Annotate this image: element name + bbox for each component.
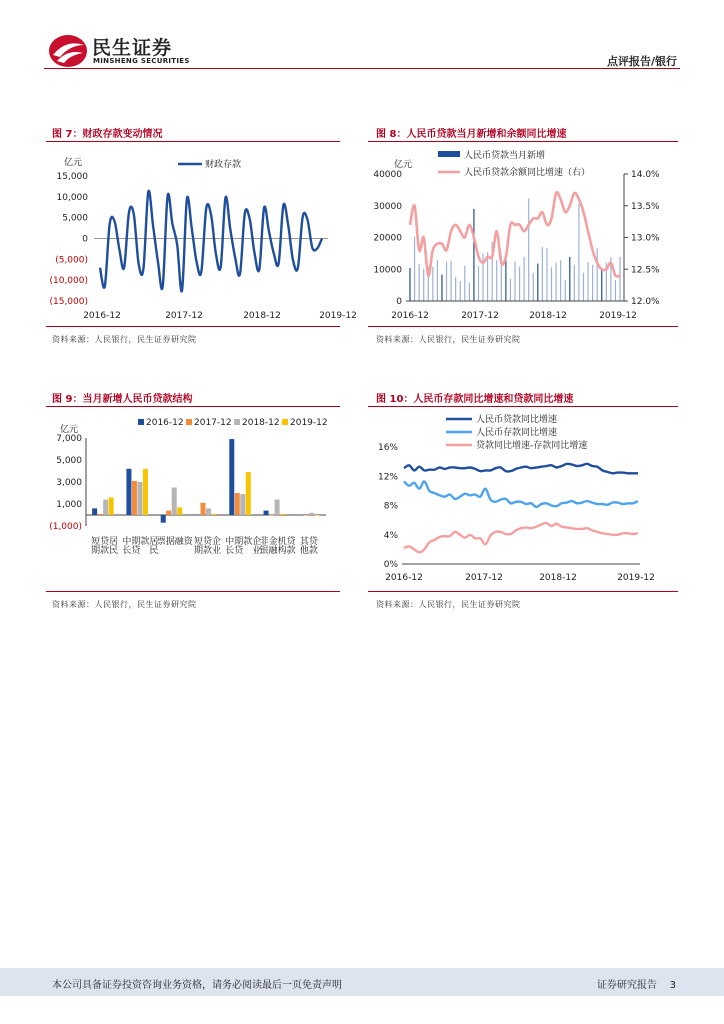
fig8-bar (619, 257, 620, 301)
fig9-bar (172, 488, 177, 516)
fig9-legend-swatch (186, 419, 192, 425)
fig9-bar (309, 513, 314, 515)
fig8-bar (419, 264, 420, 301)
fig7-ytick-label: 5,000 (62, 213, 88, 224)
fig10-series-line (404, 481, 638, 507)
fig8-xtick-label: 2019-12 (599, 311, 637, 321)
fig10-ytick-label: 8% (383, 501, 398, 512)
fig7-ytick-label: 0 (82, 234, 88, 245)
fig8-ytick-label: 0 (396, 297, 402, 307)
fig9-category-label: 贷款 (201, 536, 211, 554)
fig9-bar (280, 514, 285, 515)
fig7-ylabel: 亿元 (64, 158, 83, 168)
fig8-bar (464, 265, 465, 301)
fig9-category-label: 非银 (257, 536, 268, 554)
fig10-xtick-label: 2019-12 (617, 573, 655, 583)
fig7-xtick-label: 2016-12 (83, 311, 121, 321)
fig8-bar (524, 257, 525, 301)
fig8-bar (487, 252, 488, 301)
fig9-bar (206, 508, 211, 515)
fig9-bar (103, 500, 108, 515)
fig9-bar (229, 439, 234, 515)
fig7-chart (46, 143, 357, 323)
fig8-bar (514, 261, 515, 301)
fig9-legend-label: 2019-12 (290, 418, 328, 428)
footer-disclaimer: 本公司具备证券投资咨询业务资格，请务必阅读最后一页免责声明 (52, 980, 342, 991)
fig9-category-label: 金融 (266, 536, 277, 554)
fig7-legend-label: 财政存款 (205, 160, 242, 170)
fig7-title-rule (46, 141, 340, 142)
fig8-y2tick-label: 13.5% (631, 201, 660, 212)
fig9-bar (126, 469, 131, 515)
fig9-bar (92, 508, 97, 515)
fig9-bar (109, 497, 114, 515)
fig9-category-label: 资 (181, 536, 192, 545)
fig8-bar (551, 267, 552, 301)
fig9-bar (303, 515, 308, 516)
fig9-bar (264, 511, 269, 515)
fig8-y2tick-label: 12.5% (631, 265, 660, 276)
fig8-bar (587, 262, 588, 301)
fig8-bar (565, 280, 566, 301)
fig9-ylabel: 亿元 (60, 425, 79, 435)
fig7-series-line (100, 191, 322, 292)
fig9-legend-label: 2017-12 (194, 418, 232, 428)
fig8-bar (437, 260, 438, 301)
fig8-bar (450, 261, 451, 301)
fig9-bar (246, 472, 251, 515)
fig8-ylabel: 亿元 (394, 160, 413, 170)
fig9-category-label: 居民 (147, 536, 158, 554)
fig9-bar (240, 494, 245, 515)
fig8-bar (546, 248, 547, 301)
fig8-bar (583, 273, 584, 301)
fig10-ytick-label: 12% (377, 472, 398, 483)
fig8-bar (537, 264, 538, 301)
fig8-bar (496, 260, 497, 301)
fig9-bar (314, 515, 319, 516)
fig8-bar (519, 267, 520, 301)
fig9-legend-swatch (282, 419, 288, 425)
fig10-ytick-label: 16% (377, 443, 398, 453)
fig9-bar (177, 507, 182, 515)
fig9-category-label: 期贷 (129, 536, 140, 554)
fig8-xtick-label: 2017-12 (461, 311, 499, 321)
fig9-bar (201, 503, 206, 515)
fig8-ytick-label: 40000 (373, 170, 402, 180)
fig8-legend-label: 人民币贷款余额同比增速（右） (464, 168, 591, 178)
fig9-legend-label: 2018-12 (242, 418, 280, 428)
fig8-bar (542, 247, 543, 301)
fig8-bar (423, 269, 424, 301)
fig8-bar (578, 204, 579, 301)
fig9-ytick-label: 1,000 (56, 500, 82, 510)
fig7-xtick-label: 2017-12 (165, 311, 203, 321)
fig10-series-line (404, 523, 638, 552)
fig8-bar (615, 280, 616, 301)
fig9-source-rule (46, 591, 340, 592)
fig9-bar (143, 469, 148, 515)
fig9-title-rule (46, 406, 340, 407)
fig9-bar (98, 514, 103, 515)
fig8-bar (560, 260, 561, 301)
fig8-bar (597, 248, 598, 301)
fig9-category-label: 中长 (120, 536, 131, 554)
fig10-xtick-label: 2016-12 (385, 573, 423, 583)
fig8-title: 图 8：人民币贷款当月新增和余额同比增速 (376, 129, 567, 140)
fig9-category-label: 企业 (250, 536, 261, 554)
fig8-bar (414, 237, 415, 301)
report-type: 点评报告/银行 (606, 55, 677, 68)
fig8-bar (455, 277, 456, 301)
fig8-bar (478, 266, 479, 301)
fig7-xtick-label: 2018-12 (243, 311, 281, 321)
fig8-bar (528, 198, 529, 301)
fig10-series-line (404, 464, 638, 474)
fig8-bar (574, 265, 575, 301)
fig9-bar (161, 515, 166, 523)
fig9-category-label: 企业 (210, 536, 220, 554)
fig8-bar (432, 267, 433, 301)
fig9-category-label: 票 (154, 536, 165, 545)
fig8-bar (441, 275, 442, 301)
logo-text-cn: 民生证券 (92, 37, 173, 59)
fig9-title: 图 9：当月新增人民币贷款结构 (52, 394, 193, 405)
fig8-legend-label: 人民币贷款当月新增 (464, 151, 546, 161)
fig8-bar (446, 262, 447, 301)
fig9-category-label: 居民 (107, 536, 118, 554)
fig8-source-rule (368, 326, 678, 327)
fig10-xtick-label: 2018-12 (539, 573, 577, 583)
fig8-bar (505, 257, 506, 301)
fig9-category-label: 贷款 (284, 536, 295, 554)
fig8-bar (601, 269, 602, 301)
fig9-category-label: 中长 (223, 536, 234, 554)
fig9-category-label: 融 (172, 536, 183, 545)
fig9-ytick-label: (1,000) (49, 522, 82, 532)
fig8-bar (482, 253, 483, 301)
fig9-category-label: 短期 (192, 536, 202, 554)
fig10-ytick-label: 0% (383, 560, 398, 570)
fig9-bar (298, 515, 303, 516)
fig8-bar (592, 265, 593, 301)
fig9-category-label: 其他 (297, 536, 308, 554)
fig8-bar (533, 273, 534, 301)
fig10-source: 资料来源：人民银行，民生证券研究院 (376, 600, 521, 609)
footer-report-label: 证券研究报告 (596, 980, 657, 991)
fig8-y2tick-label: 14.0% (631, 170, 660, 180)
fig8-source: 资料来源：人民银行，民生证券研究院 (376, 335, 521, 344)
fig9-category-label: 贷款 (306, 536, 317, 554)
fig7-xtick-label: 2019-12 (319, 311, 357, 321)
fig9-category-label: 贷款 (98, 536, 109, 554)
fig9-bar (212, 514, 217, 515)
fig9-legend-swatch (234, 419, 240, 425)
fig9-bar (195, 514, 200, 515)
fig7-ytick-label: 15,000 (56, 172, 88, 182)
fig9-chart (46, 408, 342, 588)
fig9-bar (235, 493, 240, 515)
fig9-bar (137, 482, 142, 515)
fig9-bar (132, 481, 137, 515)
fig8-ytick-label: 30000 (373, 201, 402, 212)
minsheng-logo-icon (48, 33, 88, 69)
fig8-y2tick-label: 12.0% (631, 297, 660, 307)
fig9-category-label: 款 (138, 536, 149, 545)
fig9-legend-label: 2016-12 (146, 418, 184, 428)
fig7-ytick-label: (5,000) (55, 255, 88, 266)
fig10-xtick-label: 2017-12 (465, 573, 503, 583)
footer-page-number: 3 (669, 980, 676, 991)
fig7-ytick-label: (15,000) (49, 297, 88, 307)
fig8-xtick-label: 2016-12 (391, 311, 429, 321)
fig9-category-label: 短期 (89, 536, 100, 554)
fig10-legend-label: 人民币贷款同比增速 (476, 415, 558, 425)
fig8-ytick-label: 20000 (373, 233, 402, 244)
header-divider (44, 68, 680, 69)
fig9-category-label: 款 (241, 536, 252, 545)
fig9-category-label: 机构 (275, 536, 286, 554)
fig8-legend-swatch-bar (438, 151, 460, 157)
fig8-bar (409, 268, 410, 301)
fig9-legend-swatch (138, 419, 144, 425)
fig9-bar (275, 500, 280, 515)
fig8-y2tick-label: 13.0% (631, 233, 660, 244)
footer-right (597, 976, 676, 991)
fig7-title: 图 7：财政存款变动情况 (52, 129, 163, 140)
fig7-source-rule (46, 326, 340, 327)
fig7-source: 资料来源：人民银行，民生证券研究院 (52, 335, 197, 344)
fig9-bar (166, 511, 171, 515)
fig8-bar (469, 283, 470, 301)
fig9-source: 资料来源：人民银行，民生证券研究院 (52, 600, 197, 609)
fig8-xtick-label: 2018-12 (529, 311, 567, 321)
fig8-bar (569, 257, 570, 301)
fig10-legend-label: 人民币存款同比增速 (476, 428, 558, 438)
fig10-title: 图 10：人民币存款同比增速和贷款同比增速 (376, 394, 574, 405)
fig10-ytick-label: 4% (383, 530, 398, 541)
fig9-ytick-label: 5,000 (56, 456, 82, 466)
fig7-ytick-label: 10,000 (56, 192, 88, 203)
fig9-category-label: 期贷 (232, 536, 243, 554)
fig9-category-label: 据 (163, 536, 174, 545)
fig10-chart (368, 408, 680, 588)
fig8-chart (368, 143, 680, 323)
fig10-title-rule (368, 406, 678, 407)
fig8-bar (473, 209, 474, 301)
fig9-bar (269, 515, 274, 516)
fig9-ytick-label: 3,000 (56, 478, 82, 488)
fig8-bar (555, 263, 556, 301)
fig9-ytick-label: 7,000 (56, 434, 82, 444)
fig8-bar (510, 279, 511, 301)
fig7-ytick-label: (10,000) (49, 276, 88, 287)
fig8-ytick-label: 10000 (373, 265, 402, 276)
fig8-bar (460, 281, 461, 301)
fig10-legend-label: 贷款同比增速-存款同比增速 (476, 441, 588, 451)
logo-text-en: MINSHENG SECURITIES (93, 57, 190, 65)
fig8-title-rule (368, 141, 678, 142)
fig10-source-rule (368, 591, 678, 592)
